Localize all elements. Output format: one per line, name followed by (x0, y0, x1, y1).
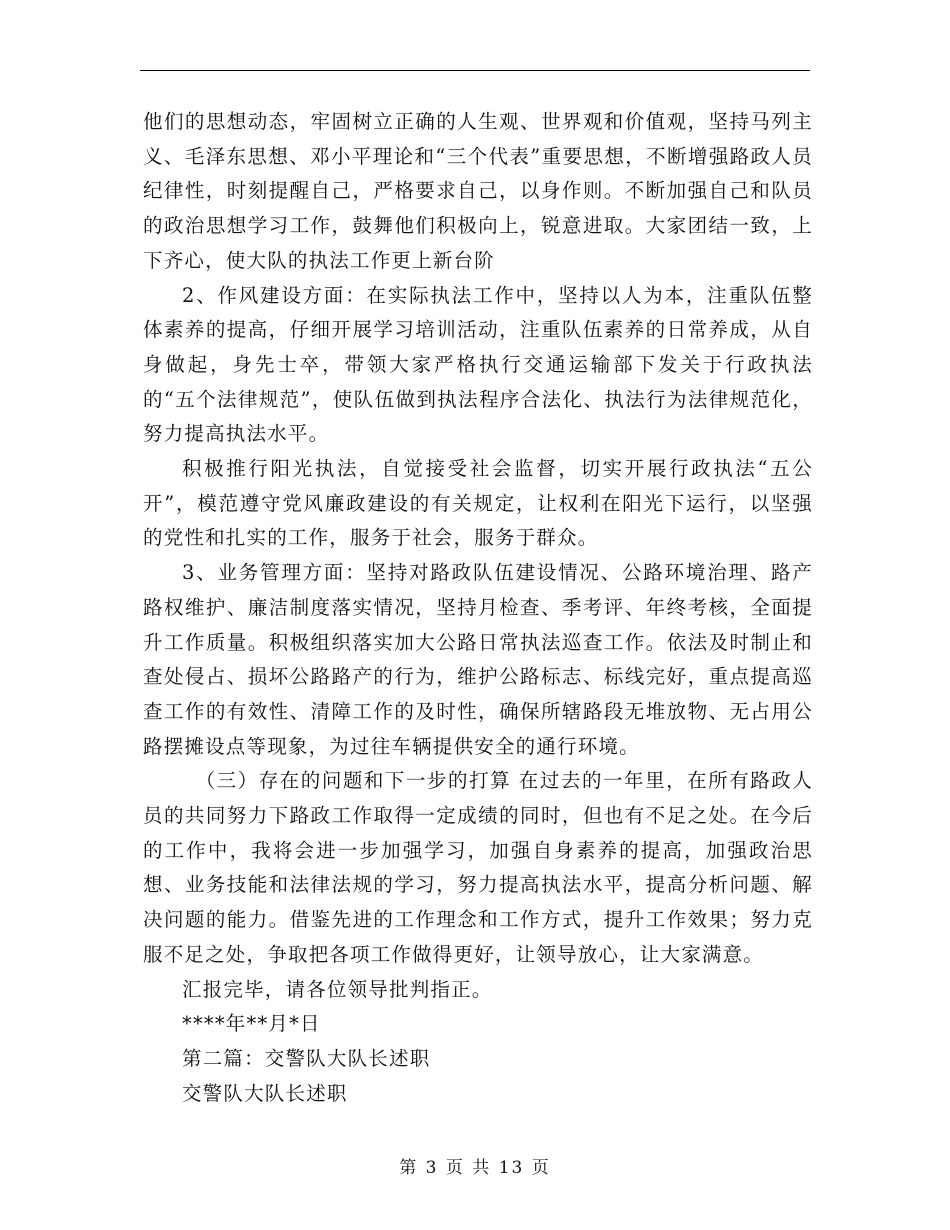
paragraph-sunshine-enforcement: 积极推行阳光执法，自觉接受社会监督，切实开展行政执法“五公开”，模范遵守党风廉政建设的有关规定，让权利在阳光下运行，以坚强的党性和扎实的工作，服务于社会，服务于群众。 (143, 457, 813, 550)
page-footer: 第 3 页 共 13 页 (399, 1158, 551, 1178)
document-body (143, 105, 813, 1111)
paragraph-problems-plans: （三）存在的问题和下一步的打算 在过去的一年里，在所有路政人员的共同努力下路政工作取得一定成绩的同时，但也有不足之处。在今后的工作中，我将会进一步加强学习，加强自身素养的提高，加强政治思想、业务技能和法律法规的学习，努力提高执法水平，提高分析问题、解决问题的能力。借鉴先进的工作理念和工作方式，提升工作效果；努力克服不足之处，争取把各项工作做得更好，让领导放心，让大家满意。 (143, 769, 813, 966)
paragraph-business-management: 3、业务管理方面：坚持对路政队伍建设情况、公路环境治理、路产路权维护、廉洁制度落实情况，坚持月检查、季考评、年终考核，全面提升工作质量。积极组织落实加大公路日常执法巡查工作。依法及时制止和查处侵占、损坏公路路产的行为，维护公路标志、标线完好，重点提高巡查工作的有效性、清障工作的及时性，确保所辖路段无堆放物、无占用公路摆摊设点等现象，为过往车辆提供安全的通行环境。 (143, 561, 813, 758)
paragraph-date: ****年**月*日 (182, 1012, 321, 1036)
paragraph-work-style: 2、作风建设方面：在实际执法工作中，坚持以人为本，注重队伍整体素养的提高，仔细开展学习培训活动，注重队伍素养的日常养成，从自身做起，身先士卒，带领大家严格执行交通运输部下发关于行政执法的“五个法律规范”，使队伍做到执法程序合法化、执法行为法律规范化，努力提高执法水平。 (143, 283, 813, 446)
paragraph-closing: 汇报完毕，请各位领导批判指正。 (182, 977, 493, 1001)
paragraph-political-thought: 他们的思想动态，牢固树立正确的人生观、世界观和价值观，坚持马列主义、毛泽东思想、邓小平理论和“三个代表”重要思想，不断增强路政人员纪律性，时刻提醒自己，严格要求自己，以身作则。不断加强自己和队员的政治思想学习工作，鼓舞他们积极向上，锐意进取。大家团结一致，上下齐心，使大队的执法工作更上新台阶 (143, 110, 813, 272)
section-subheading: 交警队大队长述职 (182, 1081, 348, 1105)
section-heading: 第二篇：交警队大队长述职 (182, 1046, 431, 1070)
header-rule (140, 70, 810, 71)
